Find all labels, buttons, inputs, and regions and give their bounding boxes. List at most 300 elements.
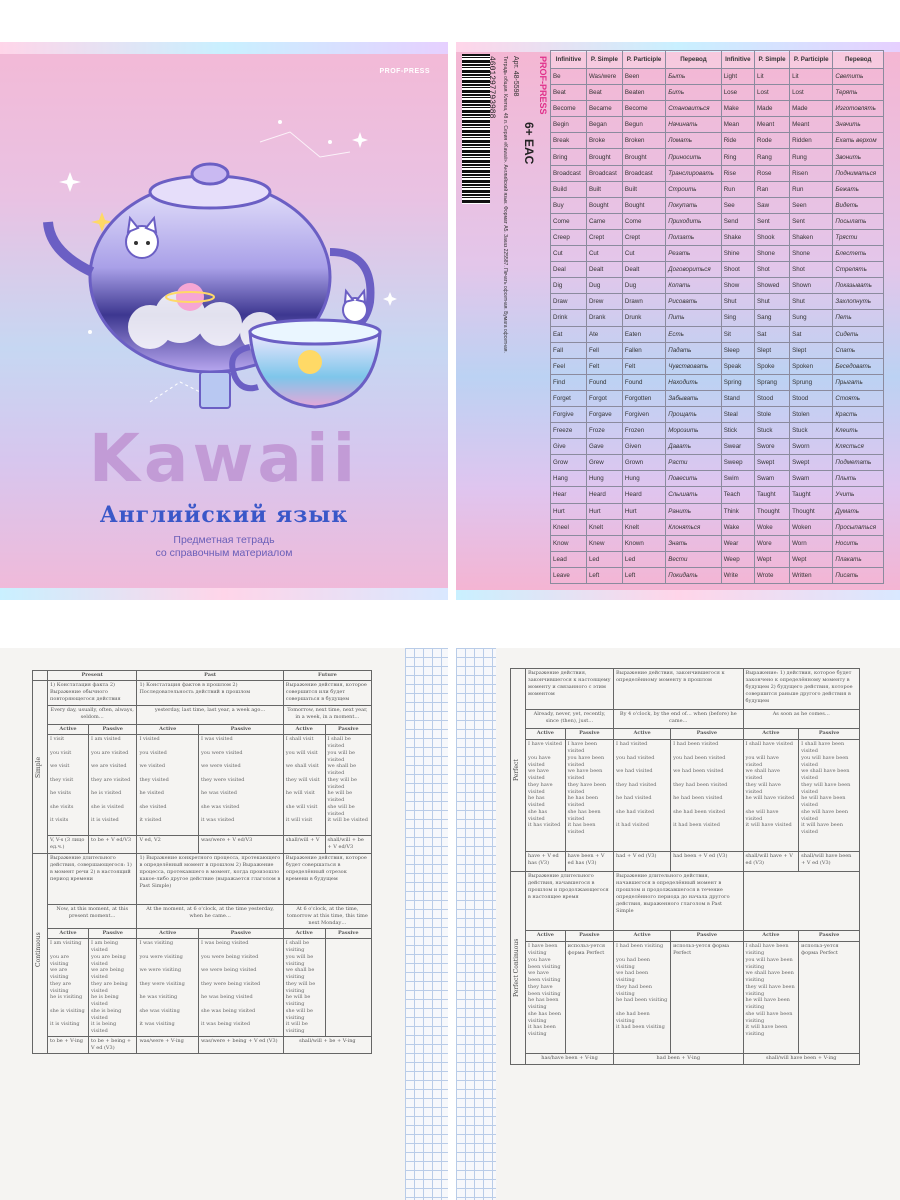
verb-translation: Показывать — [833, 278, 884, 294]
verb-form: Thought — [790, 503, 833, 519]
formula: shall/will have been + V ed (V3) — [799, 852, 860, 872]
verb-translation: Приносить — [666, 149, 721, 165]
imprint-text: Тетрадь общая. Клетка, 48 л. Серия «Kawaii». Английский язык. Формат А5. Заказ 225587. Печать офсетная. Бумага офсетная. — [502, 56, 508, 353]
verb-form: Sit — [721, 326, 754, 342]
verb-form: See — [721, 197, 754, 213]
verb-form: Shake — [721, 229, 754, 245]
verb-form-line: you had been visiting — [616, 956, 651, 970]
verb-form: Hear — [551, 487, 587, 503]
verb-form: Sworn — [790, 439, 833, 455]
verb-form-line: she will visit — [285, 803, 318, 810]
verb-translation: Рисовать — [666, 294, 721, 310]
verb-form-line: she will have been visited — [801, 808, 849, 822]
row-label-continuous: Continuous — [35, 932, 42, 968]
verb-form: Broken — [622, 133, 665, 149]
verb-form-line: it will be visiting — [285, 1021, 308, 1034]
perfect-past-active-list — [614, 740, 671, 852]
verb-form: Risen — [790, 165, 833, 181]
col-active: Active — [526, 729, 566, 740]
verb-form-line: I had been visited — [673, 741, 719, 748]
verb-form-line: it has visited — [528, 822, 561, 829]
verb-form: Known — [622, 535, 665, 551]
verb-row — [551, 471, 884, 487]
verb-form-line: it will have been visited — [801, 822, 843, 836]
verb-row — [551, 197, 884, 213]
verb-form: Sprung — [790, 374, 833, 390]
verb-form-line: you will have visited — [745, 754, 779, 768]
pc-past-passive-note: использ-уется форма Perfect — [671, 942, 743, 1053]
verb-form: Slept — [755, 342, 790, 358]
brand-logo: PROF-PRESS — [379, 68, 430, 75]
verb-form: Woken — [790, 519, 833, 535]
header-past: Past — [137, 671, 283, 681]
verbs-col-header: Перевод — [833, 51, 884, 69]
verb-form-line: I shall have been visiting — [745, 943, 789, 957]
verb-form-line: you are visiting — [50, 953, 69, 967]
verb-form: Built — [622, 181, 665, 197]
verb-form: Swim — [721, 471, 754, 487]
verb-form: Send — [721, 213, 754, 229]
verb-form: Taught — [755, 487, 790, 503]
verb-form-line: it was visited — [200, 817, 235, 824]
verb-form-line: we shall be visiting — [285, 967, 315, 980]
verbs-col-header: P. Participle — [790, 51, 833, 69]
front-cover — [0, 42, 448, 600]
formula: shall/will + be + V-ing — [283, 1036, 371, 1053]
verb-form: Lost — [755, 85, 790, 101]
verb-form: Taught — [790, 487, 833, 503]
verb-form: Stuck — [755, 423, 790, 439]
cover-title: Kawaii — [88, 420, 360, 497]
verb-form-line: he visited — [139, 790, 164, 797]
teapot-illustration — [30, 102, 410, 422]
verb-form-line: they will have visited — [745, 781, 781, 795]
continuous-past-use: 1) Выражение конкретного процесса, протекающего в определённый момент в прошлом 2) Выражение процесса, протекавшего в момент, когда произошло какое-либо другое действие (выражается глаголом в Past Simple) — [137, 854, 283, 905]
verb-form: Rung — [790, 149, 833, 165]
verb-form-line: he is being visited — [91, 994, 119, 1007]
verb-form-line: they have visited — [528, 781, 553, 795]
simple-present-passive-list — [89, 735, 137, 836]
verb-form: Teach — [721, 487, 754, 503]
verbs-col-header: Перевод — [666, 51, 721, 69]
col-active: Active — [48, 725, 89, 735]
verb-form: Made — [755, 101, 790, 117]
verb-translation: Слышать — [666, 487, 721, 503]
verb-form: Run — [721, 181, 754, 197]
verb-form-line: she was visiting — [139, 1007, 180, 1014]
continuous-past-markers: At the moment, at 6 o'clock, at the time yesterday, when he came… — [137, 905, 283, 929]
verb-form-line: it had visited — [616, 822, 649, 829]
pc-present-active-list — [526, 942, 566, 1053]
header-future: Future — [283, 671, 371, 681]
verb-translation: Подниматься — [833, 165, 884, 181]
cover-subject: Английский язык — [99, 502, 349, 528]
verbs-col-header: P. Simple — [755, 51, 790, 69]
formula: had been + V-ing — [614, 1053, 743, 1064]
verb-form: Been — [622, 69, 665, 85]
verb-form-line: it visits — [50, 817, 69, 824]
verb-form: Meant — [790, 117, 833, 133]
verb-form-line: I shall have been visited — [801, 741, 845, 755]
perfect-continuous-past-use: Выражение длительного действия, начавшегося в определённый момент в прошлом и продолжавшегося в течение определённого периода до начала другого действия, выраженного глаголом в Past Simple — [614, 872, 743, 931]
verb-form: Stuck — [790, 423, 833, 439]
verb-form-line: he visits — [50, 790, 71, 797]
verb-form-line: we shall have been visited — [801, 768, 850, 782]
verb-row — [551, 358, 884, 374]
verb-translation: Покупать — [666, 197, 721, 213]
verb-form-line: we had been visited — [673, 768, 724, 775]
formula: have + V ed has (V3) — [526, 852, 566, 872]
verb-form: Beat — [551, 85, 587, 101]
verb-row — [551, 246, 884, 262]
verb-form: Hurt — [551, 503, 587, 519]
simple-future-markers: Tomorrow, next time, next year, in a week, in a moment… — [283, 706, 371, 725]
verb-form: Bought — [622, 197, 665, 213]
verb-form-line: he will have been visiting — [745, 997, 790, 1011]
perfect-present-markers: Already, never, yet, recently, since (then), just… — [526, 710, 614, 729]
verb-form: Drunk — [622, 310, 665, 326]
simple-past-use: 1) Констатация фактов в прошлом 2) Последовательность действий в прошлом — [137, 681, 283, 706]
verb-form-line: you were visiting — [139, 953, 183, 960]
verb-form-line: I had visited — [616, 741, 648, 748]
simple-past-active-list — [137, 735, 199, 836]
verb-form-line: she has visited — [528, 808, 548, 822]
verb-form-line: they will have been visiting — [745, 983, 795, 997]
verb-row — [551, 117, 884, 133]
formula: was/were + V ed/V3 — [198, 836, 283, 854]
verb-form-line: we visit — [50, 763, 70, 770]
col-passive: Passive — [565, 729, 613, 740]
col-active: Active — [137, 725, 199, 735]
verb-form-line: he will visit — [285, 790, 315, 797]
col-active: Active — [526, 931, 566, 942]
col-active: Active — [614, 729, 671, 740]
grid-paper — [456, 648, 496, 1200]
verb-form: Rise — [721, 165, 754, 181]
verb-row — [551, 535, 884, 551]
verb-form: Stood — [755, 390, 790, 406]
verb-form: Spoke — [755, 358, 790, 374]
verbs-col-header: P. Simple — [586, 51, 622, 69]
col-active: Active — [283, 929, 325, 939]
verb-translation: Учить — [833, 487, 884, 503]
verb-form: Cut — [586, 246, 622, 262]
perfect-present-passive-list — [565, 740, 613, 852]
verb-form: Sent — [790, 213, 833, 229]
verb-form: Hurt — [586, 503, 622, 519]
continuous-present-active-list — [48, 939, 89, 1037]
verb-form-line: she has been visiting — [528, 1010, 562, 1024]
verb-form: Mean — [721, 117, 754, 133]
holo-stripe-top — [0, 42, 448, 54]
verb-form: Dealt — [622, 262, 665, 278]
verb-form-line: we have been visited — [567, 768, 603, 782]
verb-form-line: you have been visiting — [528, 956, 561, 970]
verb-form: Shot — [790, 262, 833, 278]
verb-form: Sprang — [755, 374, 790, 390]
verb-translation: Бить — [666, 85, 721, 101]
verb-form: Became — [586, 101, 622, 117]
continuous-past-passive-list — [198, 939, 283, 1037]
holo-stripe-bottom — [0, 588, 448, 600]
verb-form-line: he has visited — [528, 795, 545, 809]
verb-translation: Расти — [666, 455, 721, 471]
verb-row — [551, 455, 884, 471]
verb-form: Know — [551, 535, 587, 551]
verb-form-line: I visited — [139, 736, 160, 743]
simple-future-passive-list — [325, 735, 371, 836]
verb-form-line: I was visited — [200, 736, 233, 743]
col-passive: Passive — [799, 931, 860, 942]
verb-form-line: he is visiting — [50, 994, 83, 1000]
col-passive: Passive — [799, 729, 860, 740]
verb-form-line: he is visited — [91, 790, 122, 797]
verb-form: Sweep — [721, 455, 754, 471]
grammar-page-right — [456, 648, 900, 1200]
row-label-simple: Simple — [35, 756, 42, 778]
col-passive: Passive — [89, 725, 137, 735]
verb-form-line: they had been visited — [673, 781, 728, 788]
teabag-icon — [200, 372, 230, 408]
perfect-future-passive-list — [799, 740, 860, 852]
verb-form-line: it visited — [139, 817, 162, 824]
verb-translation: Становиться — [666, 101, 721, 117]
continuous-present-passive-list — [89, 939, 137, 1037]
verb-form: Spring — [721, 374, 754, 390]
verb-form-line: I am visiting — [50, 940, 82, 946]
verb-translation: Звонить — [833, 149, 884, 165]
verb-form-line: I was visiting — [139, 940, 174, 946]
verb-form: Swore — [755, 439, 790, 455]
verb-form-line: they are visiting — [50, 980, 71, 994]
verb-form-line: you have visited — [528, 754, 551, 768]
verb-form-line: I was being visited — [200, 940, 249, 946]
verb-form-line: it had been visiting — [616, 1024, 665, 1031]
verb-form-line: she is visiting — [50, 1007, 85, 1014]
verb-form-line: I have been visiting — [528, 943, 558, 957]
verb-form: Written — [790, 567, 833, 583]
verb-form: Froze — [586, 423, 622, 439]
verb-form-line: they visit — [50, 776, 74, 783]
verb-translation: Носить — [833, 535, 884, 551]
verb-form: Wept — [790, 551, 833, 567]
verb-form-line: they were visited — [200, 776, 245, 783]
formula: has/have been + V-ing — [526, 1053, 614, 1064]
verb-form-line: you visit — [50, 749, 72, 756]
verb-form: Grow — [551, 455, 587, 471]
verb-translation: Строить — [666, 181, 721, 197]
verb-form: Dig — [551, 278, 587, 294]
verb-form-line: she is being visited — [91, 1007, 122, 1021]
verb-form: Swam — [790, 471, 833, 487]
verb-form: Hurt — [622, 503, 665, 519]
verb-form: Frozen — [622, 423, 665, 439]
verb-form: Sung — [790, 310, 833, 326]
verb-form-line: it was being visited — [200, 1021, 251, 1027]
verb-translation: Бежать — [833, 181, 884, 197]
verb-form-line: they will be visiting — [285, 980, 316, 994]
verb-form: Meant — [755, 117, 790, 133]
verb-form: Began — [586, 117, 622, 133]
verb-form-line: she will be visited — [327, 803, 355, 817]
verb-form-line: he will be visiting — [285, 994, 311, 1007]
verb-form: Begun — [622, 117, 665, 133]
verb-form: Saw — [755, 197, 790, 213]
verb-form-line: you will be visiting — [285, 953, 314, 967]
verb-form: Stick — [721, 423, 754, 439]
verb-translation: Значить — [833, 117, 884, 133]
verb-translation: Видеть — [833, 197, 884, 213]
verb-form: Heard — [586, 487, 622, 503]
verb-form-line: she has been visited — [567, 808, 601, 822]
verb-translation: Красть — [833, 406, 884, 422]
back-brand: PROF-PRESS — [538, 56, 548, 115]
col-active: Active — [137, 929, 199, 939]
simple-past-passive-list — [198, 735, 283, 836]
verb-form-line: she will have visited — [745, 808, 779, 822]
verb-translation: Подметать — [833, 455, 884, 471]
verb-form: Find — [551, 374, 587, 390]
verb-form-line: it was visiting — [139, 1021, 175, 1027]
formula: shall/will have + V ed (V3) — [743, 852, 799, 872]
verb-form-line: I had been visiting — [616, 943, 664, 950]
verb-form: Shone — [790, 246, 833, 262]
verb-translation: Петь — [833, 310, 884, 326]
verb-form-line: they will visit — [285, 776, 320, 783]
verb-row — [551, 374, 884, 390]
perfect-continuous-present-use: Выражение длительного действия, начавшегося в прошлом и продолжающегося в настоящее время — [526, 872, 614, 931]
grammar-page-left — [0, 648, 448, 1200]
verb-translation: Ехать верхом — [833, 133, 884, 149]
verb-translation: Ползать — [666, 229, 721, 245]
verb-form: Heard — [622, 487, 665, 503]
verb-form: Built — [586, 181, 622, 197]
verb-form: Seen — [790, 197, 833, 213]
verb-form-line: it is visiting — [50, 1021, 80, 1027]
verb-form-line: he will have been visited — [801, 795, 846, 809]
verb-form: Drink — [551, 310, 587, 326]
verb-form: Lead — [551, 551, 587, 567]
verb-form: Fallen — [622, 342, 665, 358]
verb-form: Slept — [790, 342, 833, 358]
verb-form-line: you have been visited — [567, 754, 605, 768]
verb-row — [551, 69, 884, 85]
verb-row — [551, 503, 884, 519]
verb-form: Become — [551, 101, 587, 117]
verb-form: Wept — [755, 551, 790, 567]
verb-form-line: she was being visited — [200, 1007, 256, 1014]
verb-translation: Изготовлять — [833, 101, 884, 117]
verb-translation: Писать — [833, 567, 884, 583]
verb-form-line: he was visited — [200, 790, 237, 797]
verb-form: Forgive — [551, 406, 587, 422]
verb-form-line: they will be visited — [327, 776, 357, 790]
verb-translation: Плыть — [833, 471, 884, 487]
continuous-future-markers: At 6 o'clock, at the time, tomorrow at this time, this time next Monday… — [283, 905, 371, 929]
verb-form: Light — [721, 69, 754, 85]
verb-form: Think — [721, 503, 754, 519]
verb-form: Become — [622, 101, 665, 117]
verb-form: Stole — [755, 406, 790, 422]
verb-form-line: they had visited — [616, 781, 657, 788]
verb-form: Hang — [551, 471, 587, 487]
perfect-present-active-list — [526, 740, 566, 852]
verb-translation: Прыгать — [833, 374, 884, 390]
verb-form: Wear — [721, 535, 754, 551]
verb-form: Grew — [586, 455, 622, 471]
verb-form-line: you had been visited — [673, 754, 726, 761]
verb-form: Draw — [551, 294, 587, 310]
verb-form: Forget — [551, 390, 587, 406]
irregular-verbs-table — [550, 50, 884, 584]
verb-form: Come — [622, 213, 665, 229]
verb-form: Led — [622, 551, 665, 567]
verb-form-line: we have visited — [528, 768, 549, 782]
verb-form: Swear — [721, 439, 754, 455]
verb-form-line: he had visited — [616, 795, 652, 802]
verb-form-line: we are being visited — [91, 967, 124, 980]
formula: shall/will have been + V-ing — [743, 1053, 859, 1064]
verb-form-line: they are visited — [91, 776, 131, 783]
verb-form-line: I shall be visited — [327, 736, 351, 750]
verb-row — [551, 519, 884, 535]
verb-form: Felt — [586, 358, 622, 374]
verb-row — [551, 342, 884, 358]
verb-form: Swam — [755, 471, 790, 487]
verb-form: Shine — [721, 246, 754, 262]
verb-form-line: he will have visited — [745, 795, 795, 802]
verb-form: Crept — [586, 229, 622, 245]
perfect-future-use: Выражение: 1) действия, которое будет закончено к определённому моменту в будущем 2) будущего действия, которое совершится раньше другого действия в будущем — [743, 669, 859, 710]
verb-row — [551, 310, 884, 326]
verb-translation: Клясться — [833, 439, 884, 455]
verb-translation: Транслировать — [666, 165, 721, 181]
verb-form: Shut — [790, 294, 833, 310]
verb-form-line: you are being visited — [91, 953, 126, 967]
verb-form: Forgiven — [622, 406, 665, 422]
verb-form-line: he has been visited — [567, 795, 599, 809]
verb-form: Knew — [586, 535, 622, 551]
verb-translation: Чувствовать — [666, 358, 721, 374]
verb-form: Drawn — [622, 294, 665, 310]
verb-form-line: they were visiting — [139, 980, 185, 987]
article-number: Арт. 48-5598 — [512, 56, 519, 97]
verb-form: Dealt — [586, 262, 622, 278]
verb-row — [551, 165, 884, 181]
verb-form: Beaten — [622, 85, 665, 101]
verb-form: Swept — [790, 455, 833, 471]
col-active: Active — [283, 725, 325, 735]
verb-form: Stand — [721, 390, 754, 406]
verb-form-line: they visited — [139, 776, 169, 783]
simple-present-markers: Every day, usually, often, always, seldom… — [48, 706, 137, 725]
verb-form-line: you are visited — [91, 749, 129, 756]
formula: had + V ed (V3) — [614, 852, 671, 872]
continuous-future-use: Выражение действия, которое будет совершаться в определённый отрезок времени в будущем — [283, 854, 371, 905]
verb-form: Broadcast — [551, 165, 587, 181]
verb-row — [551, 149, 884, 165]
pc-past-active-list — [614, 942, 671, 1053]
planet-icon — [176, 283, 204, 311]
verb-form: Wore — [755, 535, 790, 551]
verb-translation: Договориться — [666, 262, 721, 278]
verb-row — [551, 406, 884, 422]
verb-translation: Быть — [666, 69, 721, 85]
verb-form-line: they have been visited — [567, 781, 607, 795]
verb-translation: Плакать — [833, 551, 884, 567]
verb-row — [551, 181, 884, 197]
verb-row — [551, 326, 884, 342]
